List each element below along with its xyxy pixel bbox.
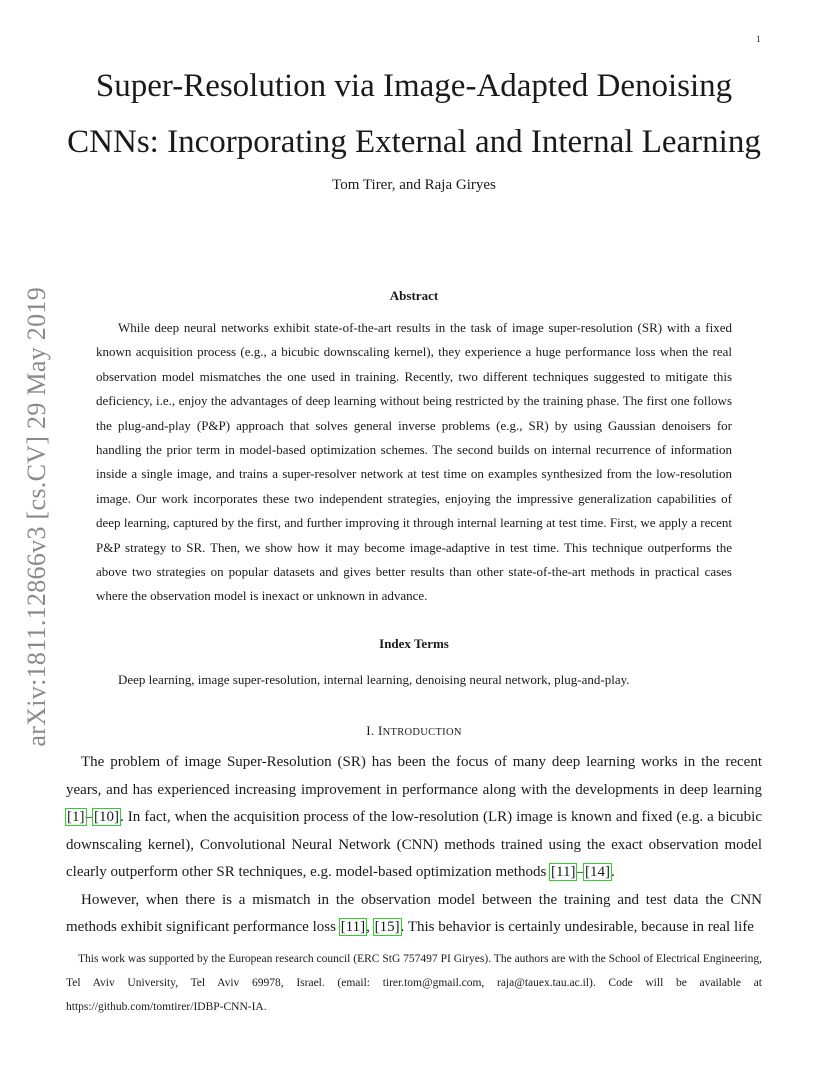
text-span: – [85, 809, 93, 825]
text-span: . In fact, when the acquisition process of the low-resolution (LR) image is known and fixed (e.g. a bicubic downscaling kernel), Convolutional Neural Network (CNN) methods trained using the exact observation model clearly outperform other SR techniques, e.g. model-based optimization methods [66, 809, 762, 880]
abstract-heading: Abstract [389, 288, 439, 303]
text-span: . This behavior is certainly undesirable, because in real life [400, 919, 754, 935]
citation-link[interactable]: [10] [94, 809, 119, 825]
authors: Tom Tirer, and Raja Giryes [332, 177, 496, 193]
introduction-body [66, 749, 762, 942]
footnote [66, 947, 762, 1019]
citation-link[interactable]: [15] [374, 919, 400, 935]
text-span: , [366, 919, 374, 935]
paper-title [60, 58, 768, 170]
heading-initial: I [377, 723, 383, 738]
text-span: However, when there is a mismatch in the observation model between the training and test data the CNN methods exhibit significant performance loss [66, 891, 762, 935]
citation-link[interactable]: [11] [340, 919, 366, 935]
index-terms-heading: Index Terms [379, 636, 449, 651]
text-span: . [610, 864, 615, 880]
title-line-2: CNNs: Incorporating External and Internal Learning [67, 124, 761, 160]
arxiv-stamp [20, 275, 54, 759]
arxiv-identifier: arXiv:1811.12866v3 [cs.CV] 29 May 2019 [22, 287, 51, 747]
title-line-1: Super-Resolution via Image-Adapted Denoising [95, 68, 733, 104]
intro-paragraph-1 [66, 749, 762, 887]
footnote-text: This work was supported by the European research council (ERC StG 757497 PI Giryes). The authors are with the School of Electrical Engineering, Tel Aviv University, Tel Aviv 69978, Israel. (email: tirer.tom@gmail.com, raja@tauex.tau.ac.il). Code will be available at https://github.com/tomtirer/IDBP-CNN-IA. [66, 953, 762, 1013]
text-span: – [576, 864, 584, 880]
introduction-heading [60, 723, 768, 739]
citation-link[interactable]: [11] [551, 864, 576, 880]
page-number: 1 [756, 34, 761, 44]
citation-link[interactable]: [14] [584, 864, 610, 880]
index-terms-body: Deep learning, image super-resolution, internal learning, denoising neural network, plug-and-play. [118, 672, 630, 687]
section-numeral: I. [366, 723, 378, 738]
citation-link[interactable]: [1] [67, 809, 85, 825]
text-span: The problem of image Super-Resolution (SR) has been the focus of many deep learning works in the recent years, and has experienced increasing improvement in performance along with the developments in deep learning [66, 754, 762, 798]
intro-paragraph-2 [66, 887, 762, 942]
heading-rest: NTRODUCTION [382, 727, 462, 738]
abstract-body: While deep neural networks exhibit state-of-the-art results in the task of image super-resolution (SR) with a fixed known acquisition process (e.g., a bicubic downscaling kernel), they experience a huge performance loss when the real observation model mismatches the one used in training. Recently, two different techniques suggested to mitigate this deficiency, i.e., enjoy the advantages of deep learning without being restricted by the training phase. The first one follows the plug-and-play (P&P) approach that solves general inverse problems (e.g., SR) by using Gaussian denoisers for handling the prior term in model-based optimization schemes. The second builds on internal recurrence of information inside a single image, and trains a super-resolver network at test time on examples synthesized from the low-resolution image. Our work incorporates these two independent strategies, enjoying the impressive generalization capabilities of deep learning, captured by the first, and further improving it through internal learning at test time. First, we apply a recent P&P strategy to SR. Then, we show how it may become image-adaptive in test time. This technique outperforms the above two strategies on popular datasets and gives better results than other state-of-the-art methods in practical cases where the observation model is inexact or unknown in advance. [96, 320, 732, 604]
